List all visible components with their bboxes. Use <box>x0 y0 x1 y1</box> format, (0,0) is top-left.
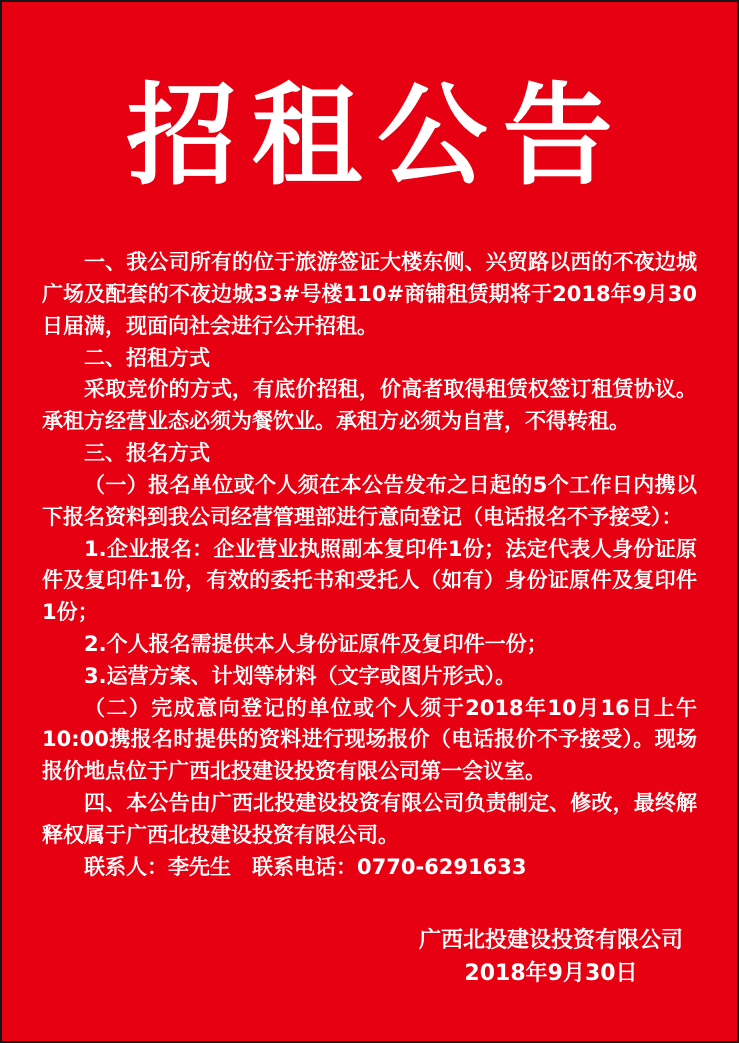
page-title: 招租公告 <box>126 71 628 200</box>
signature-block <box>419 925 683 990</box>
paragraph: 二、招租方式 <box>84 345 210 370</box>
body-text <box>2 247 737 883</box>
signature-company: 广西北投建设投资有限公司 <box>418 928 683 954</box>
paragraph: 3.运营方案、计划等材料（文字或图片形式）。 <box>84 663 517 688</box>
paragraph: 2.个人报名需提供本人身份证原件及复印件一份； <box>84 631 548 656</box>
signature-date: 2018年9月30日 <box>464 960 638 986</box>
paragraph: （一）报名单位或个人须在本公告发布之日起的5个工作日内携以下报名资料到我公司经营管理部进行意向登记（电话报名不予接受）： <box>42 472 697 529</box>
paragraph: 一、我公司所有的位于旅游签证大楼东侧、兴贸路以西的不夜边城广场及配套的不夜边城33#号楼110#商铺租赁期将于2018年9月30日届满，现面向社会进行公开招租。 <box>42 250 698 338</box>
paragraph: （二）完成意向登记的单位或个人须于2018年10月16日上午10:00携报名时提供的资料进行现场报价（电话报价不予接受）。现场报价地点位于广西北投建设投资有限公司第一会议室。 <box>42 695 697 784</box>
paragraph: 四、本公告由广西北投建设投资有限公司负责制定、修改，最终解释权属于广西北投建设投资有限公司。 <box>42 791 697 847</box>
paragraph: 三、报名方式 <box>84 441 210 466</box>
paragraph: 1.企业报名：企业营业执照副本复印件1份；法定代表人身份证原件及复印件1份，有效的委托书和受托人（如有）身份证原件及复印件1份； <box>42 536 697 625</box>
contact-line: 联系人：李先生 联系电话：0770-6291633 <box>84 854 527 879</box>
paragraph: 采取竞价的方式，有底价招租，价高者取得租赁权签订租赁协议。承租方经营业态必须为餐饮业。承租方必须为自营，不得转租。 <box>42 377 697 434</box>
